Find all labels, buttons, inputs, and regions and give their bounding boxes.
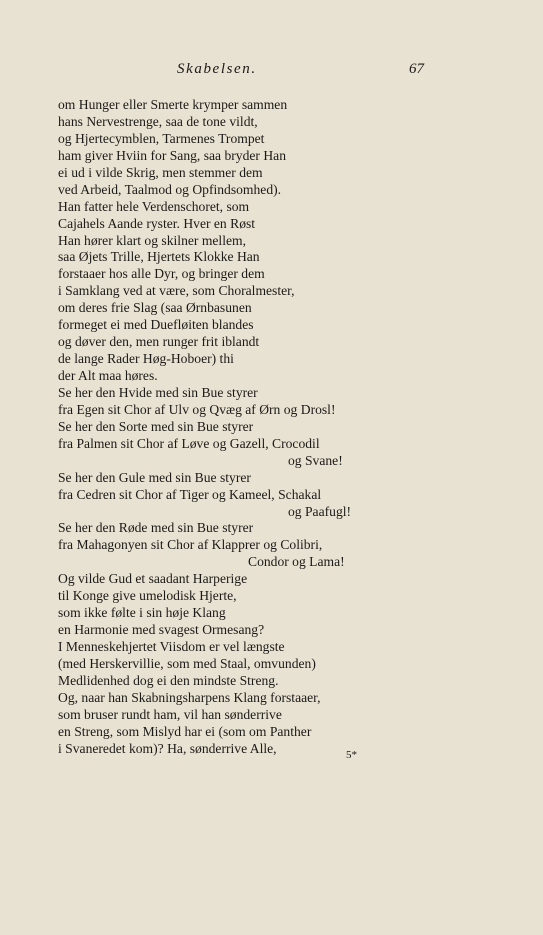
running-head-title: Skabelsen. — [177, 61, 257, 77]
text-line: en Harmonie med svagest Ormesang? — [58, 622, 265, 638]
text-line: ved Arbeid, Taalmod og Opfindsomhed). — [58, 181, 282, 197]
running-head — [0, 61, 543, 83]
text-line: fra Mahagonyen sit Chor af Klapprer og Colibri, — [58, 537, 323, 553]
text-line: (med Herskervillie, som med Staal, omvunden) — [58, 655, 316, 671]
text-line: ei ud i vilde Skrig, men stemmer dem — [58, 164, 263, 180]
text-line: saa Øjets Trille, Hjertets Klokke Han — [58, 249, 260, 265]
text-line: ham giver Hviin for Sang, saa bryder Han — [58, 147, 287, 163]
text-line: om deres frie Slag (saa Ørnbasunen — [58, 300, 252, 316]
text-line: i Samklang ved at være, som Choralmester, — [58, 283, 295, 299]
text-line: Medlidenhed dog ei den mindste Streng. — [58, 672, 279, 688]
text-line: og døver den, men runger frit iblandt — [58, 334, 260, 350]
text-line-continuation: og Svane! — [288, 452, 343, 468]
text-line: Og vilde Gud et saadant Harperige — [58, 571, 248, 587]
text-line: i Svaneredet kom)? Ha, sønderrive Alle, — [58, 740, 277, 756]
text-line: Se her den Gule med sin Bue styrer — [58, 469, 251, 485]
text-line: de lange Rader Høg-Hoboer) thi — [58, 351, 234, 367]
text-line: Se her den Røde med sin Bue styrer — [58, 520, 254, 536]
text-line: formeget ei med Duefløiten blandes — [58, 317, 254, 333]
text-line: forstaaer hos alle Dyr, og bringer dem — [58, 266, 265, 282]
text-line: som bruser rundt ham, vil han sønderrive — [58, 706, 282, 722]
text-line: Cajahels Aande ryster. Hver en Røst — [58, 215, 256, 231]
text-line: Han hører klart og skilner mellem, — [58, 232, 246, 248]
text-line-continuation: Condor og Lama! — [248, 554, 345, 570]
text-line: I Menneskehjertet Viisdom er vel længste — [58, 639, 285, 654]
text-line: der Alt maa høres. — [58, 368, 158, 383]
page-number: 67 — [409, 61, 424, 77]
text-line: fra Cedren sit Chor af Tiger og Kameel, Schakal — [58, 486, 322, 502]
poem-text — [58, 97, 398, 758]
text-line-continuation: og Paafugl! — [288, 503, 352, 519]
text-line: fra Palmen sit Chor af Løve og Gazell, Crocodil — [58, 435, 320, 451]
text-line: en Streng, som Mislyd har ei (som om Panther — [58, 723, 312, 739]
text-line: Og, naar han Skabningsharpens Klang forstaaer, — [58, 689, 321, 705]
text-line: om Hunger eller Smerte krymper sammen — [58, 97, 288, 112]
text-line: Se her den Sorte med sin Bue styrer — [58, 418, 254, 434]
text-line: som ikke følte i sin høje Klang — [58, 605, 226, 621]
text-line: hans Nervestrenge, saa de tone vildt, — [58, 113, 258, 129]
text-line: fra Egen sit Chor af Ulv og Qvæg af Ørn og Drosl! — [58, 401, 336, 417]
text-line: og Hjertecymblen, Tarmenes Trompet — [58, 130, 265, 146]
text-line: til Konge give umelodisk Hjerte, — [58, 588, 237, 604]
text-line: Han fatter hele Verdenschoret, som — [58, 198, 250, 214]
signature-mark: 5* — [346, 749, 357, 761]
text-line: Se her den Hvide med sin Bue styrer — [58, 384, 258, 400]
